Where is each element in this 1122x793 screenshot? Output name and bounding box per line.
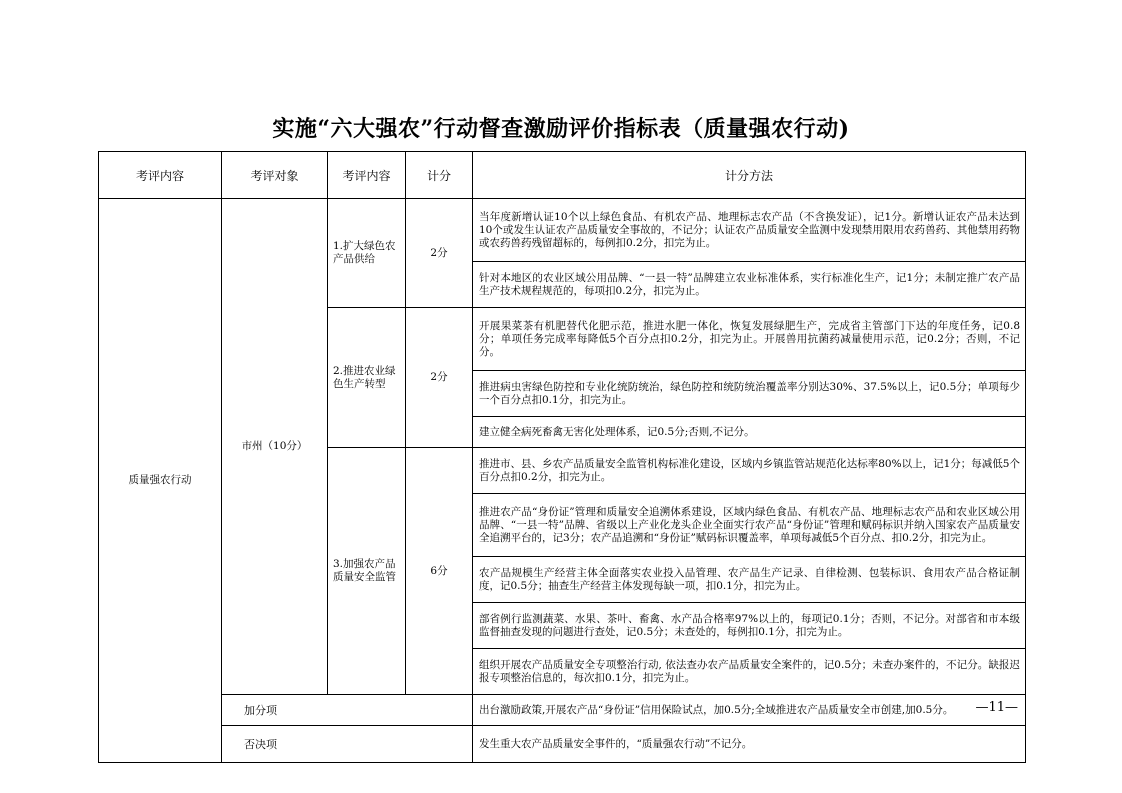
bonus-text: 出台激励政策,开展农产品“身份证”信用保险试点，加0.5分;全域推进农产品质量安全市创建,加0.5分。: [473, 695, 1026, 726]
header-target: 考评对象: [222, 152, 328, 199]
table-header-row: [99, 152, 1026, 199]
item-cell: 3.加强农产品质量安全监管: [328, 448, 406, 695]
criteria-cell: 针对本地区的农业区域公用品牌、“一县一特”品牌建立农业标准体系，实行标准化生产，记1分；未制定推广农产品生产技术规程规范的，每项扣0.2分，扣完为止。: [473, 262, 1026, 308]
page-number: —11—: [975, 700, 1018, 715]
bonus-label: 加分项: [222, 695, 473, 726]
score-cell: 6分: [406, 448, 473, 695]
criteria-cell: 推进病虫害绿色防控和专业化统防统治，绿色防控和统防统治覆盖率分别达30%、37.5%以上，记0.5分；单项每少一个百分点扣0.1分，扣完为止。: [473, 371, 1026, 417]
evaluation-table: [98, 151, 1026, 763]
item-cell: 2.推进农业绿色生产转型: [328, 308, 406, 448]
criteria-cell: 农产品规模生产经营主体全面落实农业投入品管理、农产品生产记录、自律检测、包装标识、食用农产品合格证制度，记0.5分；抽查生产经营主体发现每缺一项，扣0.1分，扣完为止。: [473, 557, 1026, 603]
criteria-cell: 开展果菜茶有机肥替代化肥示范，推进水肥一体化，恢复发展绿肥生产，完成省主管部门下达的年度任务，记0.8分；单项任务完成率每降低5个百分点扣0.2分，扣完为止。开展兽用抗菌药减量使用示范，记0.2分；否则，不记分。: [473, 308, 1026, 371]
score-cell: 2分: [406, 308, 473, 448]
score-cell: 2分: [406, 199, 473, 308]
target-cell: 市州（10分）: [222, 199, 328, 695]
header-content: 考评内容: [99, 152, 222, 199]
criteria-cell: 推进市、县、乡农产品质量安全监管机构标准化建设，区域内乡镇监管站规范化达标率80%以上，记1分；每减低5个百分点扣0.2分，扣完为止。: [473, 448, 1026, 494]
header-item: 考评内容: [328, 152, 406, 199]
header-score: 计分: [406, 152, 473, 199]
table-row: [99, 199, 1026, 262]
item-cell: 1.扩大绿色农产品供给: [328, 199, 406, 308]
criteria-cell: 推进农产品“身份证”管理和质量安全追溯体系建设，区域内绿色食品、有机农产品、地理标志农产品和农业区域公用品牌、“一县一特”品牌、省级以上产业化龙头企业全面实行农产品“身份证”管理和赋码标识并纳入国家农产品质量安全追溯平台的，记3分；农产品追溯和“身份证”赋码标识覆盖率，单项每减低5个百分点、扣0.2分，扣完为止。: [473, 494, 1026, 557]
criteria-cell: 当年度新增认证10个以上绿色食品、有机农产品、地理标志农产品（不含换发证），记1分。新增认证农产品未达到10个或发生认证农产品质量安全事故的，不记分；认证农产品质量安全监测中发现禁用限用农药兽药、其他禁用药物或农药兽药残留超标的，每例扣0.2分，扣完为止。: [473, 199, 1026, 262]
criteria-cell: 组织开展农产品质量安全专项整治行动, 依法查办农产品质量安全案件的，记0.5分；未查办案件的，不记分。缺报迟报专项整治信息的，每次扣0.1分，扣完为止。: [473, 649, 1026, 695]
table-row: [99, 726, 1026, 763]
category-cell: 质量强农行动: [99, 199, 222, 763]
criteria-cell: 建立健全病死畜禽无害化处理体系，记0.5分;否则,不记分。: [473, 417, 1026, 448]
veto-text: 发生重大农产品质量安全事件的，“质量强农行动”不记分。: [473, 726, 1026, 763]
table-row: [99, 695, 1026, 726]
veto-label: 否决项: [222, 726, 473, 763]
criteria-cell: 部省例行监测蔬菜、水果、茶叶、畜禽、水产品合格率97%以上的，每项记0.1分；否则，不记分。对部省和市本级监督抽查发现的问题进行查处，记0.5分；未查处的，每例扣0.1分，扣完为止。: [473, 603, 1026, 649]
page-title: 实施“六大强农”行动督查激励评价指标表（质量强农行动): [272, 116, 850, 142]
header-method: 计分方法: [473, 152, 1026, 199]
